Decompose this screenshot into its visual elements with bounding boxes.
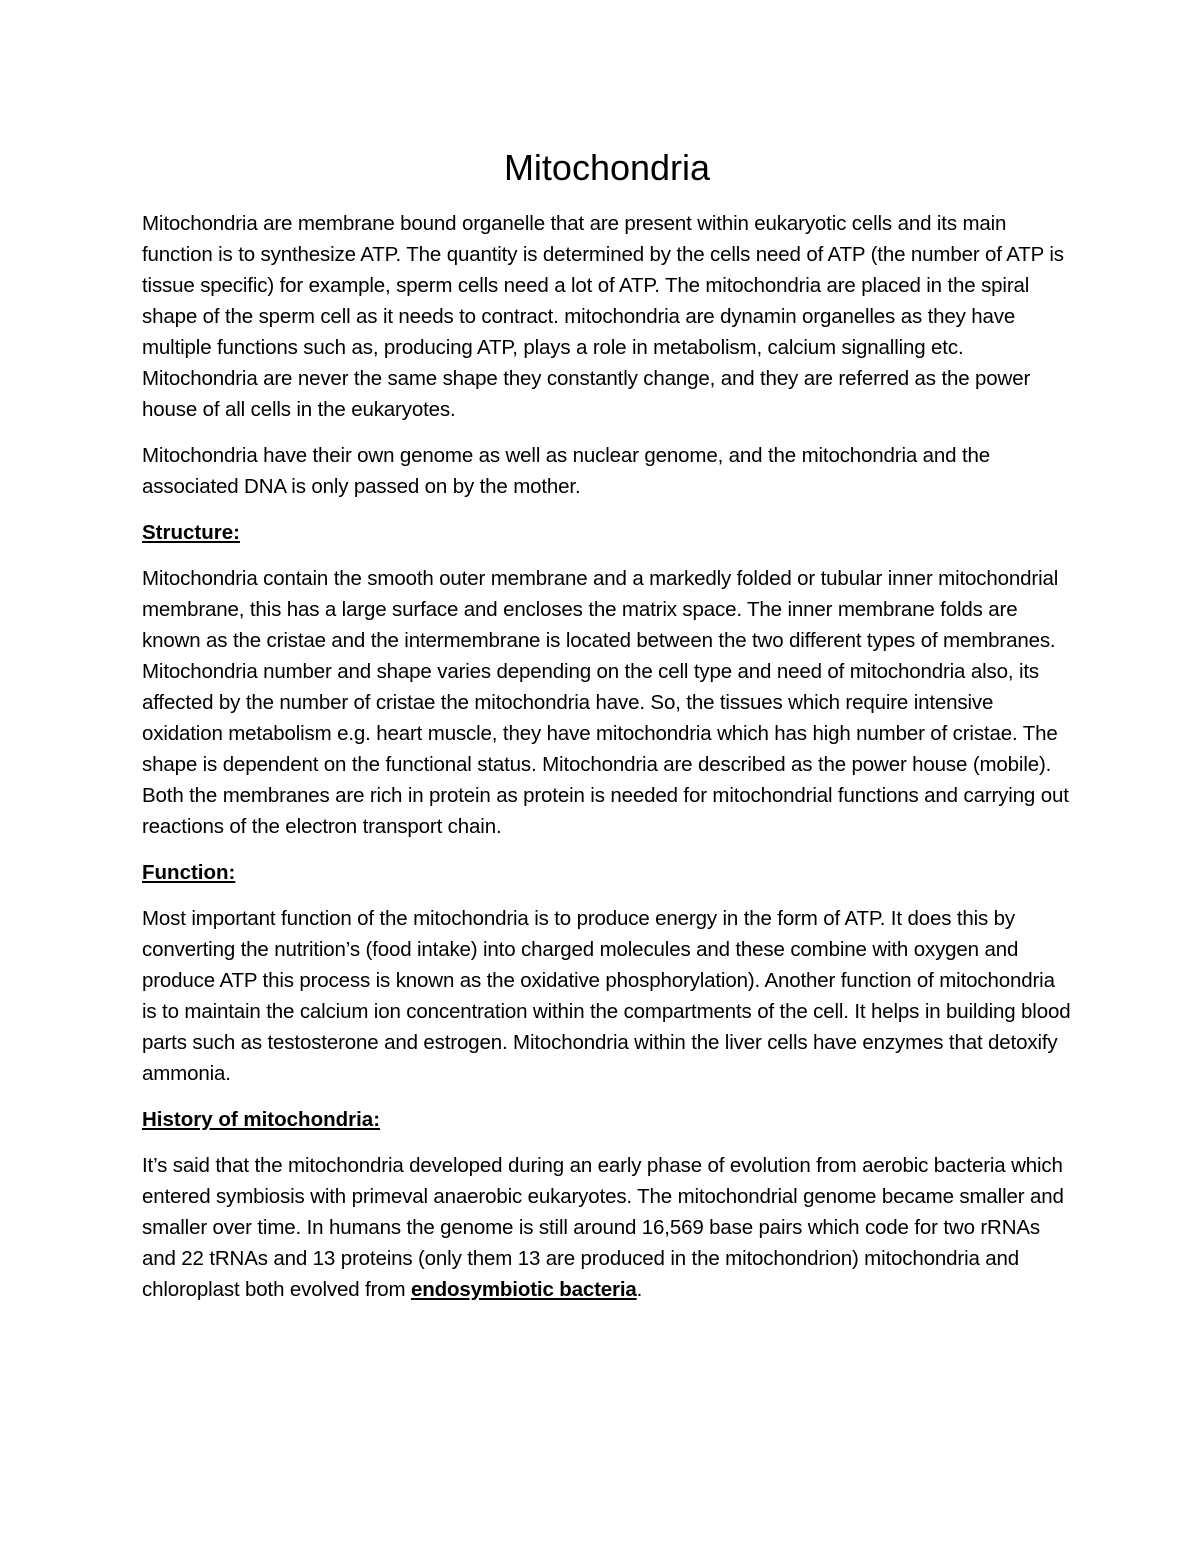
history-paragraph <box>142 1150 1072 1305</box>
intro-paragraph-1: Mitochondria are membrane bound organelle that are present within eukaryotic cells and its main function is to synthesize ATP. The quantity is determined by the cells need of ATP (the number of ATP is tissue specific) for example, sperm cells need a lot of ATP. The mitochondria are placed in the spiral shape of the sperm cell as it needs to contract. mitochondria are dynamin organelles as they have multiple functions such as, producing ATP, plays a role in metabolism, calcium signalling etc. Mitochondria are never the same shape they constantly change, and they are referred as the power house of all cells in the eukaryotes. <box>142 212 1064 421</box>
function-paragraph: Most important function of the mitochondria is to produce energy in the form of ATP. It does this by converting the nutrition’s (food intake) into charged molecules and these combine with oxygen and produce ATP this process is known as the oxidative phosphorylation). Another function of mitochondria is to maintain the calcium ion concentration within the compartments of the cell. It helps in building blood parts such as testosterone and estrogen. Mitochondria within the liver cells have enzymes that detoxify ammonia. <box>142 907 1071 1085</box>
document-page <box>142 138 1072 1320</box>
structure-heading: Structure: <box>142 521 240 544</box>
history-text-end: . <box>636 1278 643 1301</box>
endosymbiotic-bacteria-link[interactable]: endosymbiotic bacteria <box>410 1278 637 1301</box>
structure-paragraph: Mitochondria contain the smooth outer membrane and a markedly folded or tubular inner mitochondrial membrane, this has a large surface and encloses the matrix space. The inner membrane folds are known as the cristae and the intermembrane is located between the two different types of membranes. Mitochondria number and shape varies depending on the cell type and need of mitochondria also, its affected by the number of cristae the mitochondria have. So, the tissues which require intensive oxidation metabolism e.g. heart muscle, they have mitochondria which has high number of cristae. The shape is dependent on the functional status. Mitochondria are described as the power house (mobile). Both the membranes are rich in protein as protein is needed for mitochondrial functions and carrying out reactions of the electron transport chain. <box>142 567 1069 838</box>
intro-paragraph-2: Mitochondria have their own genome as well as nuclear genome, and the mitochondria and the associated DNA is only passed on by the mother. <box>142 444 991 498</box>
function-heading: Function: <box>142 861 236 884</box>
history-heading: History of mitochondria: <box>142 1108 381 1131</box>
history-text: It’s said that the mitochondria developed during an early phase of evolution from aerobic bacteria which entered symbiosis with primeval anaerobic eukaryotes. The mitochondrial genome became smaller and smaller over time. In humans the genome is still around 16,569 base pairs which code for two rRNAs and 22 tRNAs and 13 proteins (only them 13 are produced in the mitochondrion) mitochondria and chloroplast both evolved from <box>142 1154 1064 1301</box>
document-title: Mitochondria <box>503 147 711 188</box>
